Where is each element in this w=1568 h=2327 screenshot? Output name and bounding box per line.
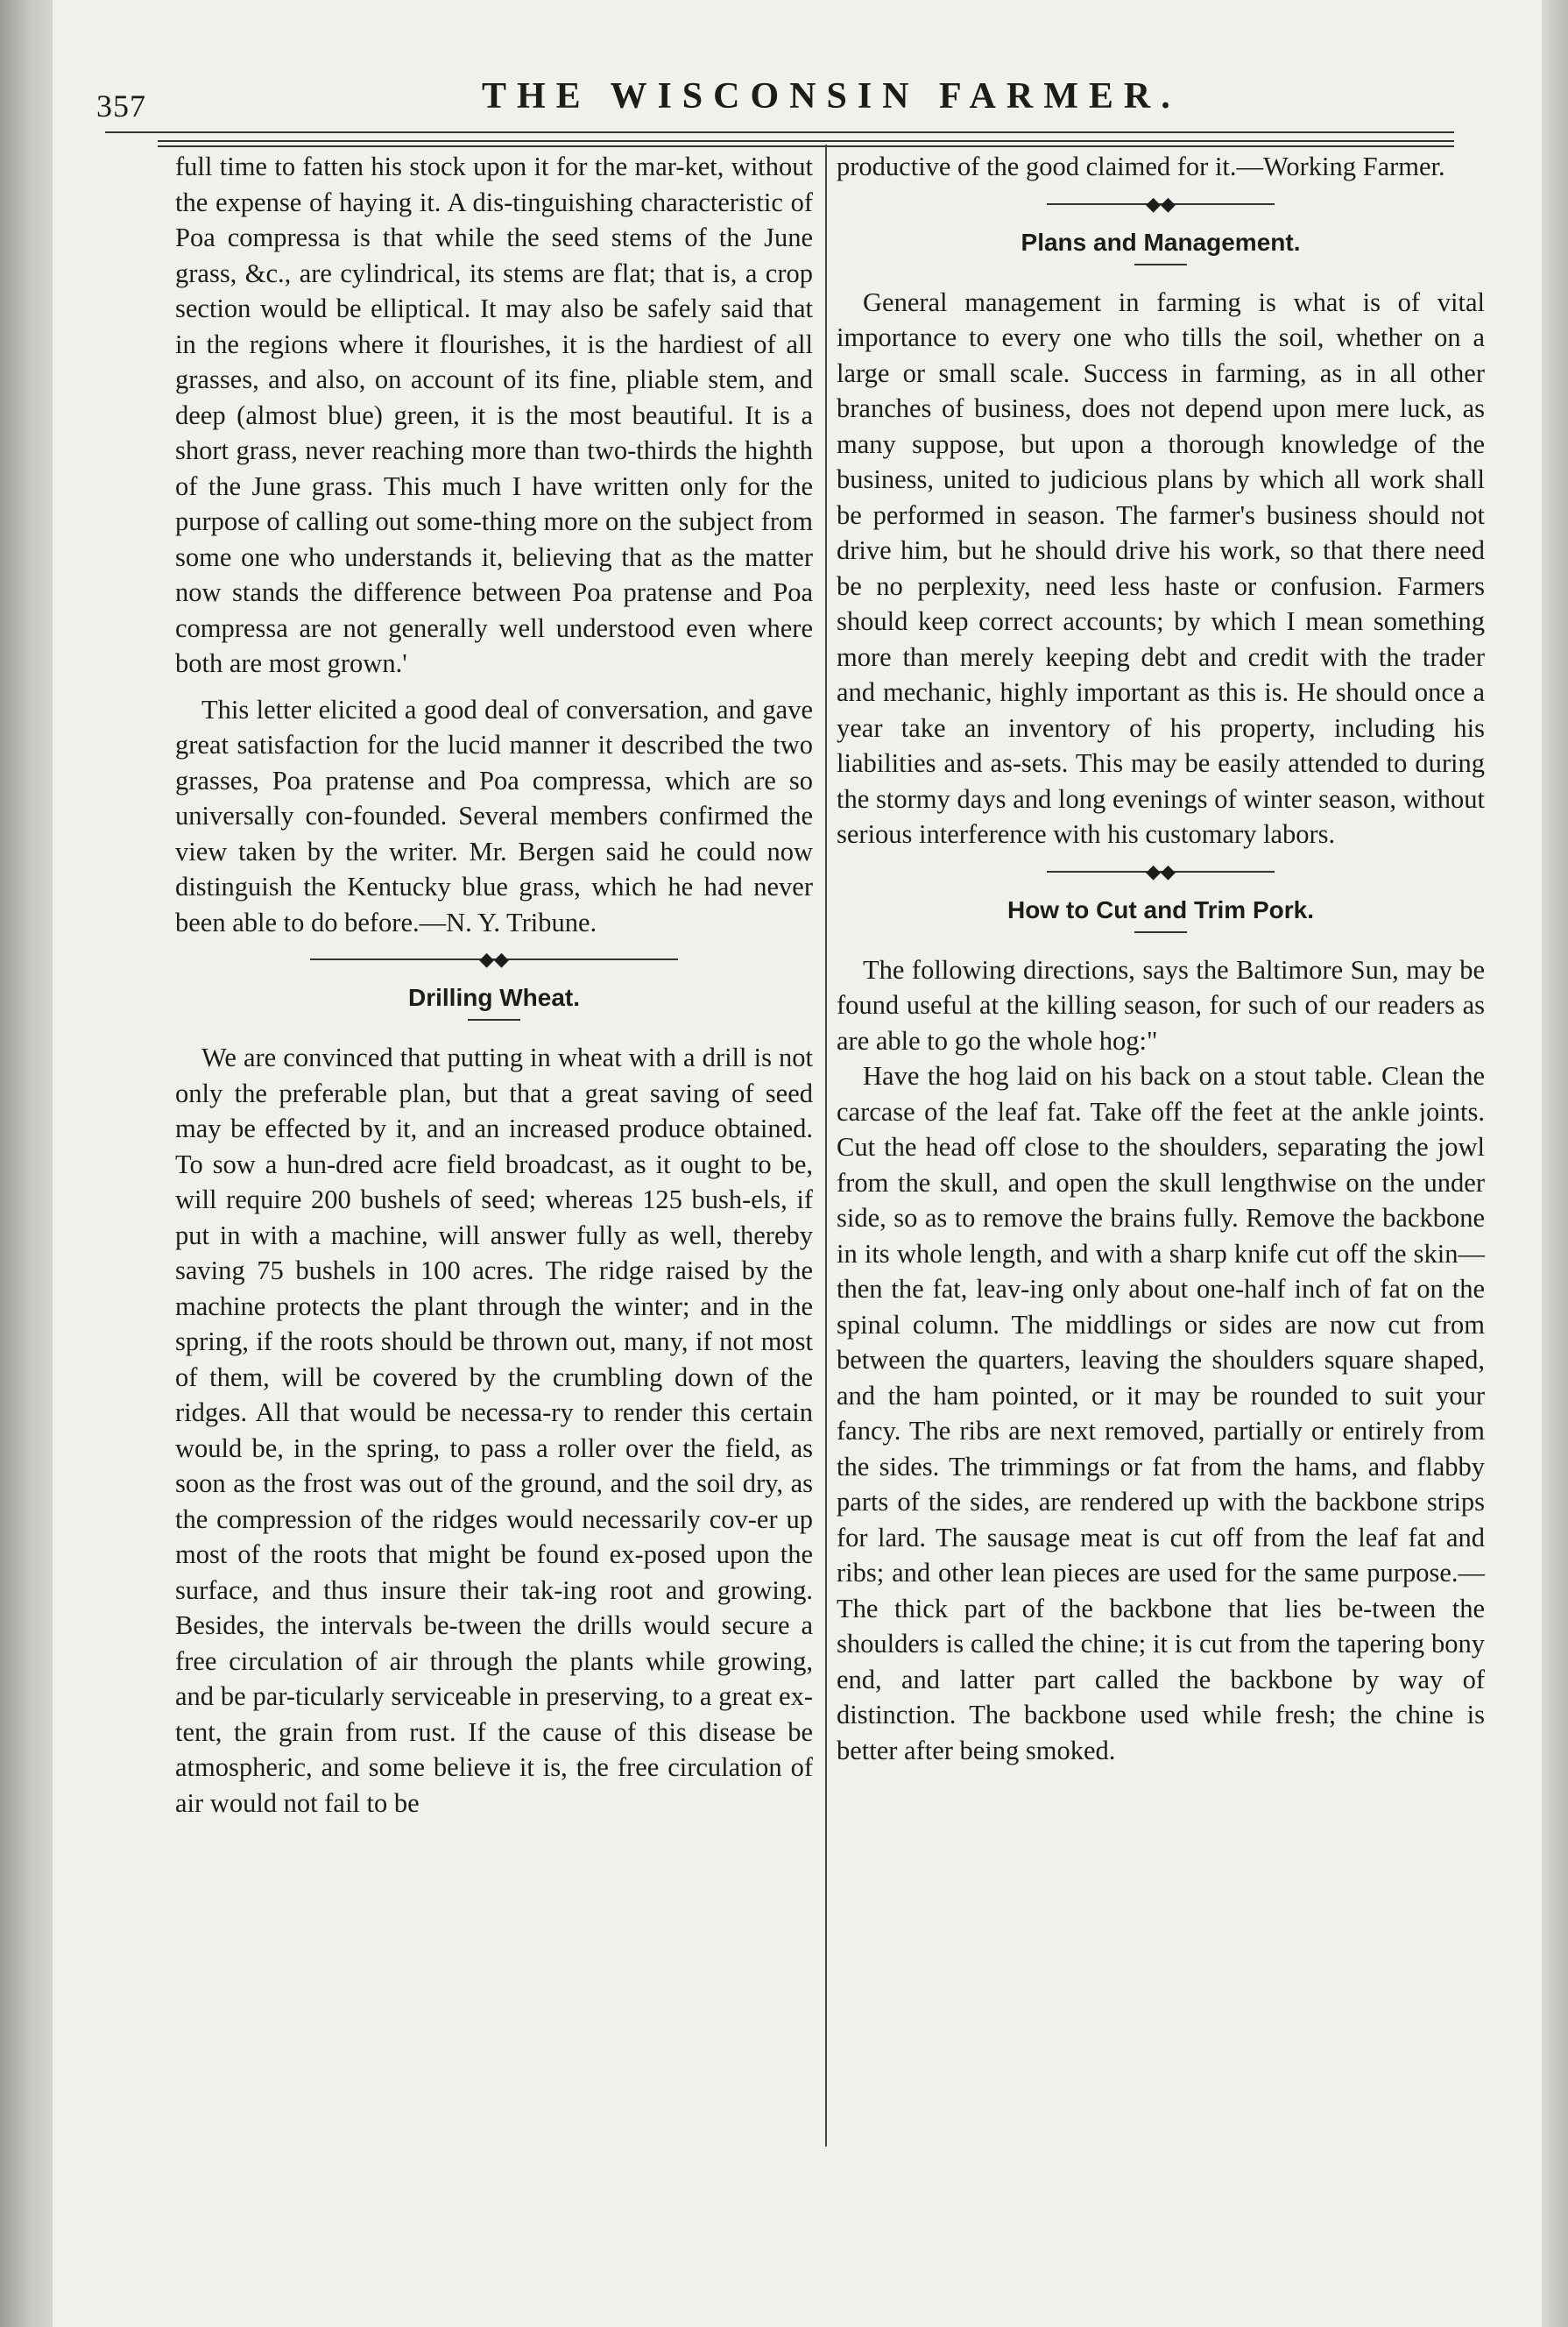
section-separator	[837, 858, 1485, 889]
book-binding	[0, 0, 53, 2327]
article-heading-cut-trim-pork: How to Cut and Trim Pork.	[1006, 895, 1314, 923]
right-column	[837, 149, 1485, 2147]
article-paragraph: This letter elicited a good deal of conversation, and gave great satisfaction for the lucid manner it described the two grasses, Poa pratense and Poa compressa, which are so universally con-founded. Several members confirmed the view taken by the writer. Mr. Bergen said he could now distinguish the Kentucky blue grass, which he had never been able to do before.—N. Y. Tribune.	[175, 694, 813, 937]
page-header	[96, 70, 1459, 123]
article-continuation-paragraph: full time to fatten his stock upon it for the mar-ket, without the expense of haying it. A dis-tinguishing characteristic of Poa compressa is that while the seed stems of the June grass, &c., are cylindrical, its stems are flat; that is, a crop section would be elliptical. It may also be safely said that in the regions where it flourishes, it is the hardiest of all grasses, and also, on account of its fine, pliable stem, and deep (almost blue) green, it is the most beautiful. It is a short grass, never reaching more than two-thirds the highth of the June grass. This much I have written only for the purpose of calling out some-thing more on the subject from some one who understands it, believing that as the matter now stands the difference between Poa pratense and Poa compressa are not generally well understood even where both are most grown.'	[175, 152, 813, 678]
page-number: 357	[96, 88, 146, 124]
article-paragraph: We are convinced that putting in wheat with a drill is not only the preferable plan, but that a great saving of seed may be effected by it, and an increased produce obtained. To sow a hun-dred acre field broadcast, as it ought to be, will require 200 bushels of seed; whereas 125 bush-els, if put in with a machine, will answer fully as well, thereby saving 75 bushels in 100 acres. The ridge raised by the machine protects the plant through the winter; and in the spring, if the roots should be thrown out, many, if not most of them, will be covered by the crumbling down of the ridges. All that would be necessa-ry to render this certain would be, in the spring, to pass a roller over the field, as soon as the frost was out of the ground, and the soil dry, as the compression of the ridges would necessarily cov-er up most of the roots that might be found ex-posed upon the surface, and thus insure their tak-ing root and growing. Besides, the intervals be-tween the drills would secure a free circulation of air through the plants while growing, and be par-ticularly serviceable in preserving, to a great ex-tent, the grain from rust. If the cause of this disease be atmospheric, and some believe it is, the free circulation of air would not fail to be	[175, 1043, 813, 1818]
column-divider	[825, 145, 827, 2147]
ornament-icon: ◆◆	[1146, 859, 1176, 882]
article-heading-drilling-wheat: Drilling Wheat.	[408, 984, 580, 1011]
article-paragraph: General management in farming is what is of vital importance to every one who tills the soil, whether on a large or small scale. Success in farming, as in all other branches of business, does not depend upon mere luck, as many suppose, but upon a thorough knowledge of the business, united to judicious plans by which all work shall be performed in season. The farmer's business should not drive him, but he should drive his work, so that there need be no perplexity, need less haste or confusion. Farmers should keep correct accounts; by which I mean something more than merely keeping debt and credit with the trader and mechanic, highly important as this is. He should once a year take an inventory of his property, including his liabilities and as-sets. This may be easily attended to during the stormy days and long evenings of winter season, without serious interference with his customary labors.	[837, 286, 1485, 849]
heading-rule	[1134, 264, 1187, 265]
header-double-rule	[158, 140, 1454, 147]
page-edge	[1542, 0, 1568, 2327]
left-column	[175, 149, 813, 2147]
article-paragraph: Have the hog laid on his back on a stout table. Clean the carcase of the leaf fat. Take off the feet at the ankle joints. Cut the head off close to the shoulders, separating the jowl from the skull, and open the skull lengthwise on the under side, so as to remove the brains fully. Remove the backbone in its whole length, and with a sharp knife cut off the skin—then the fat, leav-ing only about one-half inch of fat on the spinal column. The middlings or sides are now cut from between the quarters, leaving the shoulders square shaped, and the ham pointed, or it may be rounded to suit your fancy. The ribs are next removed, partially or entirely from the sides. The trimmings or fat from the hams, and flabby parts of the sides, are rendered up with the backbone strips for lard. The sausage meat is cut off from the leaf fat and ribs; and other lean pieces are used for the same purpose.—The thick part of the backbone that lies be-tween the shoulders is called the chine; it is cut from the tapering bony end, and latter part called the backbone by way of distinction. The backbone used while fresh; the chine is better after being smoked.	[837, 1061, 1485, 1765]
heading-rule	[1134, 931, 1187, 933]
section-separator	[175, 945, 813, 977]
section-separator	[837, 190, 1485, 222]
header-rule	[105, 131, 1454, 133]
ornament-icon: ◆◆	[479, 948, 509, 970]
article-heading-plans-management: Plans and Management.	[1021, 228, 1301, 256]
journal-title: THE WISCONSIN FARMER.	[482, 76, 1181, 117]
heading-rule	[468, 1019, 520, 1021]
article-paragraph: The following directions, says the Baltimore Sun, may be found useful at the killing season, for such of our readers as are able to go the whole hog:"	[837, 954, 1485, 1056]
ornament-icon: ◆◆	[1146, 192, 1176, 215]
article-continuation-paragraph: productive of the good claimed for it.—Working Farmer.	[837, 152, 1445, 181]
